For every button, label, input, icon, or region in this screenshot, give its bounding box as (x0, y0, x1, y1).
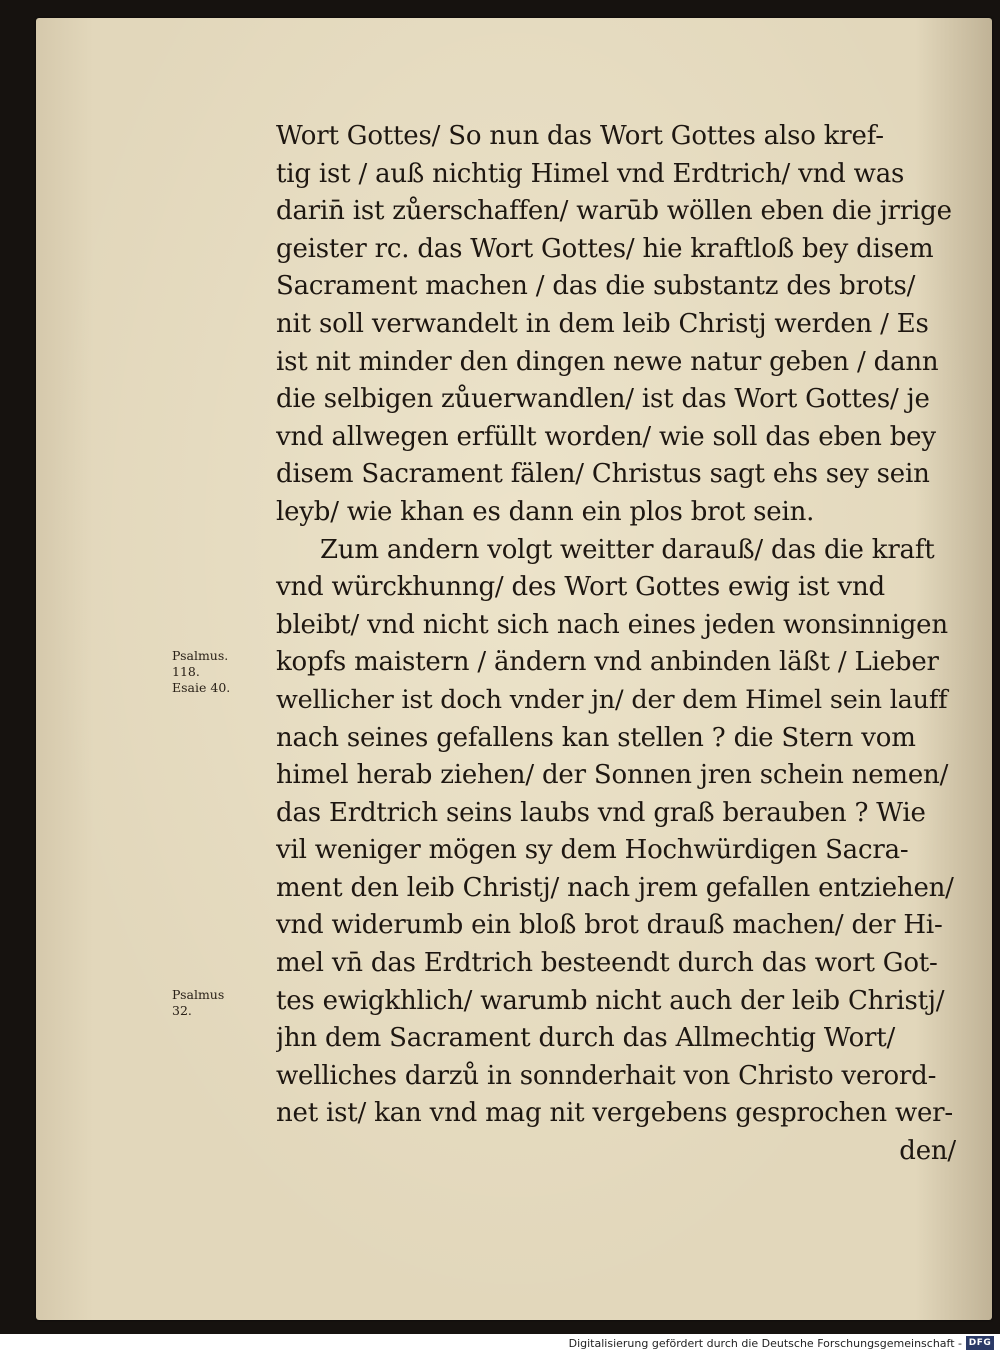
text-line: tes ewigkhlich/ warumb nicht auch der leib Christj/ (276, 985, 945, 1016)
text-line: ment den leib Christj/ nach jrem gefallen entziehen/ (276, 872, 954, 903)
book-page (36, 18, 992, 1320)
text-line: das Erdtrich seins laubs vnd graß berauben ? Wie (276, 797, 926, 828)
text-line: Wort Gottes/ So nun das Wort Gottes also kref- (276, 121, 884, 151)
text-line: darin̄ ist zůerschaffen/ warūb wöllen eben die jrrige (276, 196, 952, 227)
text-line: jhn dem Sacrament durch das Allmechtig Wort/ (276, 1023, 896, 1054)
text-line: nach seines gefallens kan stellen ? die Stern vom (276, 722, 916, 753)
text-line: Zum andern volgt weitter darauß/ das die kraft (320, 534, 935, 565)
text-line: die selbigen zůuerwandlen/ ist das Wort Gottes/ je (276, 384, 930, 415)
text-line: vil weniger mögen sy dem Hochwürdigen Sacra- (276, 835, 909, 866)
page-body-text (276, 118, 956, 1171)
text-line: ist nit minder den dingen newe natur geben / dann (276, 346, 939, 377)
footer-credit: Digitalisierung gefördert durch die Deutsche Forschungsgemeinschaft - (568, 1337, 962, 1350)
text-line: vnd würckhunng/ des Wort Gottes ewig ist vnd (276, 572, 885, 603)
text-line: welliches darzů in sonnderhait von Christo verord- (276, 1060, 937, 1091)
text-line: vnd widerumb ein bloß brot drauß machen/ der Hi- (276, 910, 943, 941)
text-line: wellicher ist doch vnder jn/ der dem Himel sein lauff (276, 684, 948, 715)
margin-note: Psalmus 32. (172, 986, 225, 1018)
text-line: kopfs maistern / ändern vnd anbinden läßt / Lieber (276, 647, 939, 678)
text-line: geister rc. das Wort Gottes/ hie kraftloß bey disem (276, 233, 934, 264)
margin-note: Psalmus. 118. Esaie 40. (172, 648, 231, 696)
text-line: Sacrament machen / das die substantz des brots/ (276, 271, 916, 302)
text-line: den/ (899, 1136, 956, 1167)
funding-footer (0, 1334, 1000, 1354)
text-line: leyb/ wie khan es dann ein plos brot sein. (276, 496, 815, 527)
text-line: tig ist / auß nichtig Himel vnd Erdtrich/ vnd was (276, 158, 905, 189)
dfg-logo-icon: DFG (966, 1336, 994, 1350)
text-line: disem Sacrament fälen/ Christus sagt ehs sey sein (276, 459, 930, 490)
text-line: bleibt/ vnd nicht sich nach eines jeden wonsinnigen (276, 609, 948, 640)
text-line: himel herab ziehen/ der Sonnen jren schein nemen/ (276, 760, 949, 791)
text-line: nit soll verwandelt in dem leib Christj werden / Es (276, 308, 929, 339)
text-line: vnd allwegen erfüllt worden/ wie soll das eben bey (276, 421, 936, 452)
text-line: mel vn̄ das Erdtrich besteendt durch das wort Got- (276, 948, 938, 979)
text-line: net ist/ kan vnd mag nit vergebens gesprochen wer- (276, 1098, 953, 1129)
